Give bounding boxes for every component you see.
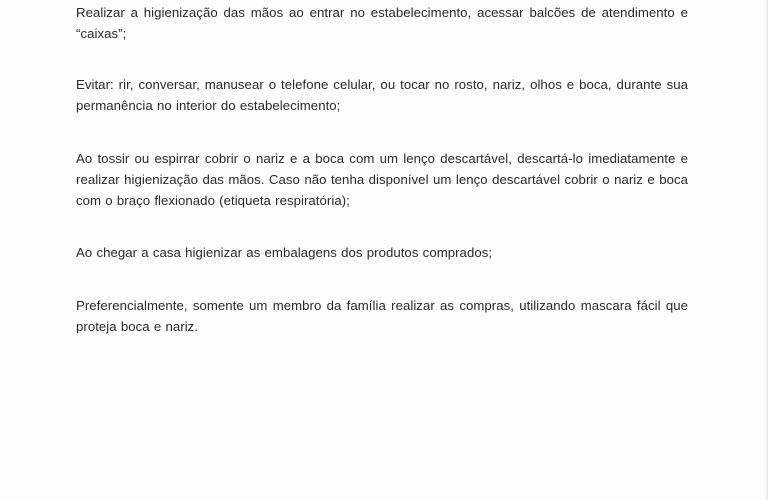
paragraph-sanitize-packaging [76, 242, 688, 263]
paragraph-line: “caixas”; [76, 26, 127, 41]
paragraph-line: com o braço flexionado (etiqueta respiratória); [76, 193, 350, 208]
paragraph-hand-hygiene [76, 2, 688, 44]
paragraph-line: Ao chegar a casa higienizar as embalagens dos produtos comprados; [76, 245, 493, 260]
paragraph-cough-etiquette [76, 148, 688, 211]
paragraph-line: Preferencialmente, somente um membro da família realizar as compras, utilizando mascara fácil que [76, 298, 688, 313]
paragraph-line: Ao tossir ou espirrar cobrir o nariz e a boca com um lenço descartável, descartá-lo imediatamente e [76, 151, 688, 166]
paragraph-avoid-actions [76, 74, 688, 116]
paragraph-line: Realizar a higienização das mãos ao entrar no estabelecimento, acessar balcões de atendimento e [76, 5, 688, 20]
paragraph-line: permanência no interior do estabelecimento; [76, 98, 341, 113]
document-body [76, 2, 688, 337]
paragraph-line: Evitar: rir, conversar, manusear o telefone celular, ou tocar no rosto, nariz, olhos e boca, durante sua [76, 77, 688, 92]
paragraph-single-shopper [76, 295, 688, 337]
paragraph-line: proteja boca e nariz. [76, 319, 199, 334]
paragraph-line: realizar higienização das mãos. Caso não tenha disponível um lenço descartável cobrir o nariz e boca [76, 172, 688, 187]
